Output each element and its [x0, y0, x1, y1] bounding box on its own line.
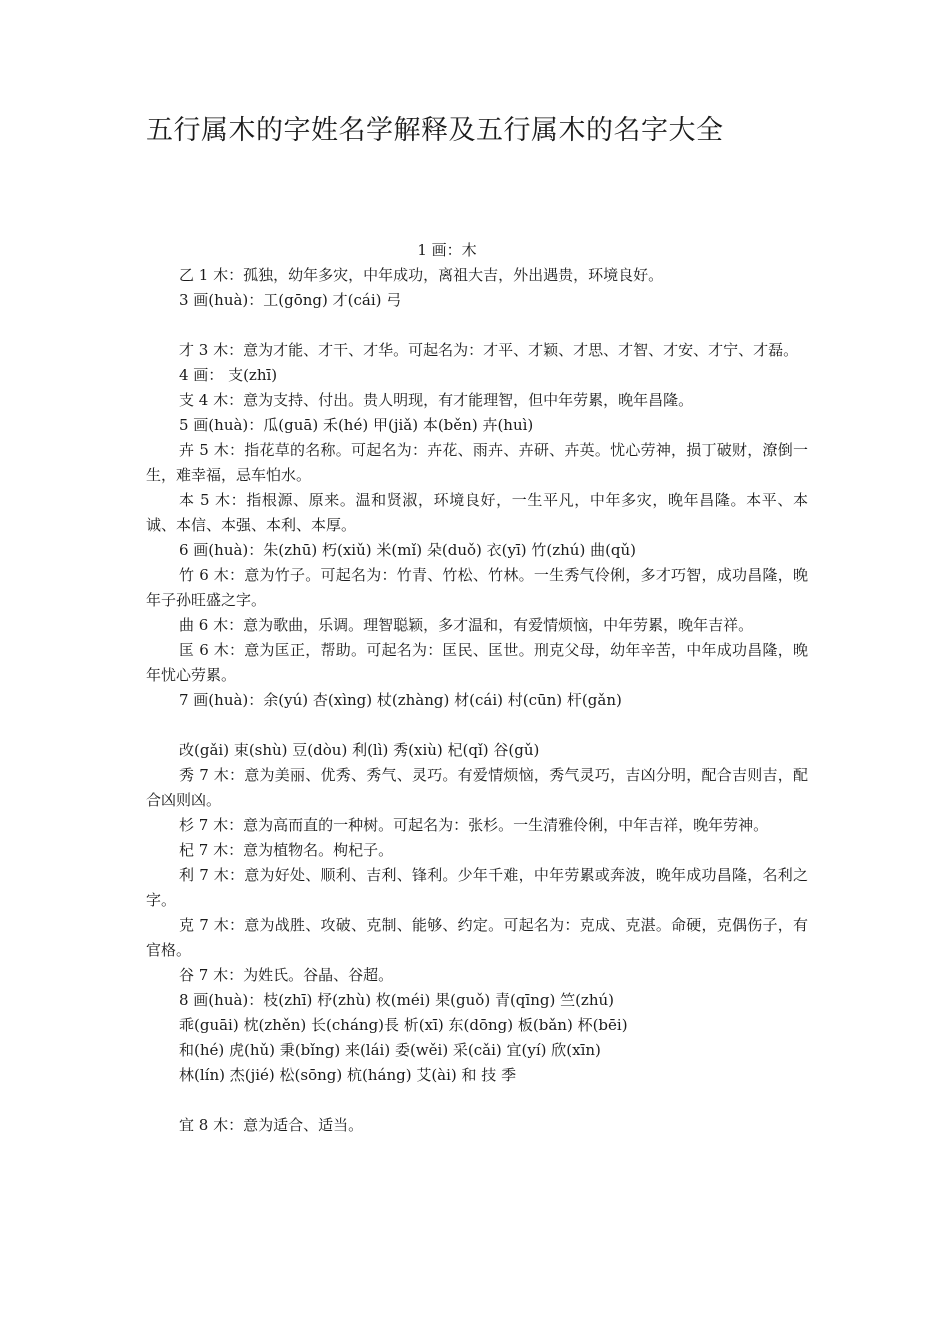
entry-hui: 卉 5 木：指花草的名称。可起名为：卉花、雨卉、卉研、卉英。忧心劳神，损丁破财，潦倒一生，难幸福，忌车怕水。 — [146, 441, 808, 484]
stroke-8-list: 8 画(huà)：枝(zhī) 杼(zhù) 枚(méi) 果(guǒ) 青(qīng) 竺(zhú) — [179, 991, 615, 1009]
entry-yi-suitable: 宜 8 木：意为适合、适当。 — [179, 1116, 364, 1134]
stroke-5-list: 5 画(huà)：瓜(guā) 禾(hé) 甲(jiǎ) 本(běn) 卉(huì) — [179, 416, 534, 434]
entry-cai: 才 3 木：意为才能、才干、才华。可起名为：才平、才颖、才思、才智、才安、才宁、才磊。 — [179, 341, 799, 359]
entry-ke: 克 7 木：意为战胜、攻破、克制、能够、约定。可起名为：克成、克湛。命硬，克偶伤子，有官格。 — [146, 916, 808, 959]
entry-zhu: 竹 6 木：意为竹子。可起名为：竹青、竹松、竹林。一生秀气伶俐，多才巧智，成功昌隆，晚年子孙旺盛之字。 — [146, 566, 808, 609]
stroke-8-list-continued: 林(lín) 杰(jié) 松(sōng) 杭(háng) 艾(ài) 和 技 季 — [179, 1066, 517, 1084]
spacer — [146, 713, 808, 738]
stroke-4-list: 4 画： 支(zhī) — [179, 366, 278, 384]
entry-gu: 谷 7 木：为姓氏。谷晶、谷超。 — [179, 966, 394, 984]
stroke-3-list: 3 画(huà)：工(gōng) 才(cái) 弓 — [179, 291, 402, 309]
spacer — [146, 313, 808, 338]
stroke-7-list-continued: 改(gǎi) 束(shù) 豆(dòu) 利(lì) 秀(xiù) 杞(qǐ) 谷(gǔ) — [179, 741, 540, 759]
entry-qu: 曲 6 木：意为歌曲，乐调。理智聪颖，多才温和，有爱情烦恼，中年劳累，晚年吉祥。 — [179, 616, 754, 634]
document-title: 五行属木的字姓名学解释及五行属木的名字大全 — [146, 115, 724, 146]
stroke-6-list: 6 画(huà)：朱(zhū) 朽(xiǔ) 米(mǐ) 朵(duǒ) 衣(yī) 竹(zhú) 曲(qǔ) — [179, 541, 637, 559]
stroke-1-heading: 1 画：木 — [417, 241, 477, 259]
entry-kuang: 匡 6 木：意为匡正，帮助。可起名为：匡民、匡世。刑克父母，幼年辛苦，中年成功昌隆，晚年忧心劳累。 — [146, 641, 808, 684]
stroke-8-list-continued: 和(hé) 虎(hǔ) 秉(bǐng) 来(lái) 委(wěi) 采(cǎi) 宜(yí) 欣(xīn) — [179, 1041, 601, 1059]
entry-qi: 杞 7 木：意为植物名。枸杞子。 — [179, 841, 394, 859]
entry-zhi: 支 4 木：意为支持、付出。贵人明现，有才能理智，但中年劳累，晚年昌隆。 — [179, 391, 694, 409]
entry-xiu: 秀 7 木：意为美丽、优秀、秀气、灵巧。有爱情烦恼，秀气灵巧，吉凶分明，配合吉则吉，配合凶则凶。 — [146, 766, 808, 809]
entry-ben: 本 5 木：指根源、原来。温和贤淑，环境良好，一生平凡，中年多灾，晚年昌隆。本平、本诚、本信、本强、本利、本厚。 — [146, 491, 808, 534]
stroke-8-list-continued: 乖(guāi) 枕(zhěn) 长(cháng)長 析(xī) 东(dōng) 板(bǎn) 杯(bēi) — [179, 1016, 628, 1034]
document-body — [146, 238, 808, 1138]
stroke-7-list: 7 画(huà)：余(yú) 杏(xìng) 杖(zhàng) 材(cái) 村(cūn) 杆(gǎn) — [179, 691, 622, 709]
entry-shan: 杉 7 木：意为高而直的一种树。可起名为：张杉。一生清雅伶俐，中年吉祥，晚年劳神。 — [179, 816, 769, 834]
entry-yi: 乙 1 木：孤独，幼年多灾，中年成功，离祖大吉，外出遇贵，环境良好。 — [179, 266, 664, 284]
spacer — [146, 1088, 808, 1113]
entry-li: 利 7 木：意为好处、顺利、吉利、锋利。少年千难，中年劳累或奔波，晚年成功昌隆，名利之字。 — [146, 866, 808, 909]
